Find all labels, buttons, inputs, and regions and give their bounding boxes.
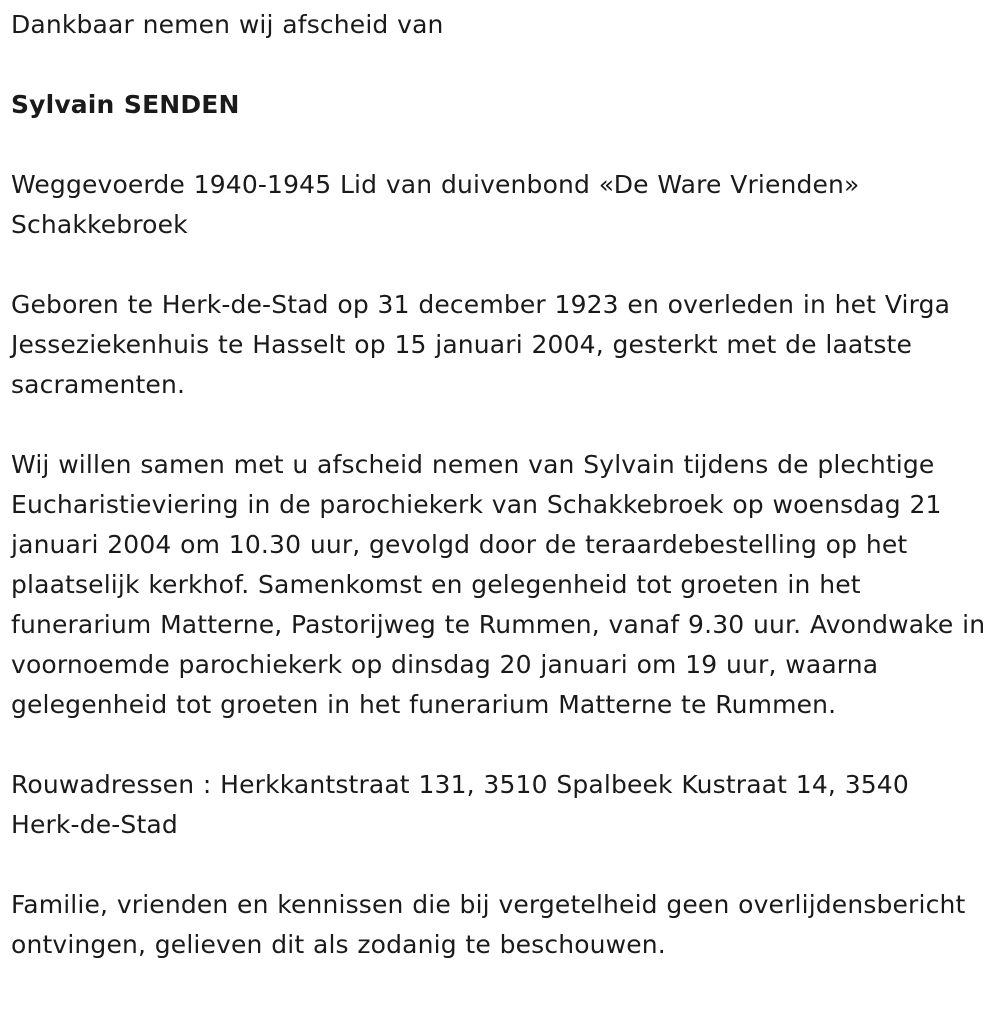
birth-death-paragraph: Geboren te Herk-de-Stad op 31 december 1923 en overleden in het Virga Jesseziekenhuis te Hasselt op 15 januari 2004, gesterkt met de laatste sacramenten. xyxy=(11,290,951,399)
closing-paragraph: Familie, vrienden en kennissen die bij vergetelheid geen overlijdensbericht ontvingen, gelieven dit als zodanig te beschouwen. xyxy=(11,890,966,959)
addresses-paragraph: Rouwadressen : Herkkantstraat 131, 3510 Spalbeek Kustraat 14, 3540 Herk-de-Stad xyxy=(11,770,909,839)
affiliation-paragraph: Weggevoerde 1940-1945 Lid van duivenbond «De Ware Vrienden» Schakkebroek xyxy=(11,170,860,239)
obituary-notice xyxy=(11,5,986,965)
ceremony-paragraph: Wij willen samen met u afscheid nemen van Sylvain tijdens de plechtige Eucharistieviering in de parochiekerk van Schakkebroek op woensdag 21 januari 2004 om 10.30 uur, gevolgd door de teraardebestelling op het plaatselijk kerkhof. Samenkomst en gelegenheid tot groeten in het funerarium Matterne, Pastorijweg te Rummen, vanaf 9.30 uur. Avondwake in voornoemde parochiekerk op dinsdag 20 januari om 19 uur, waarna gelegenheid tot groeten in het funerarium Matterne te Rummen. xyxy=(11,450,986,719)
intro-line: Dankbaar nemen wij afscheid van xyxy=(11,10,444,39)
deceased-name: Sylvain SENDEN xyxy=(11,90,240,119)
